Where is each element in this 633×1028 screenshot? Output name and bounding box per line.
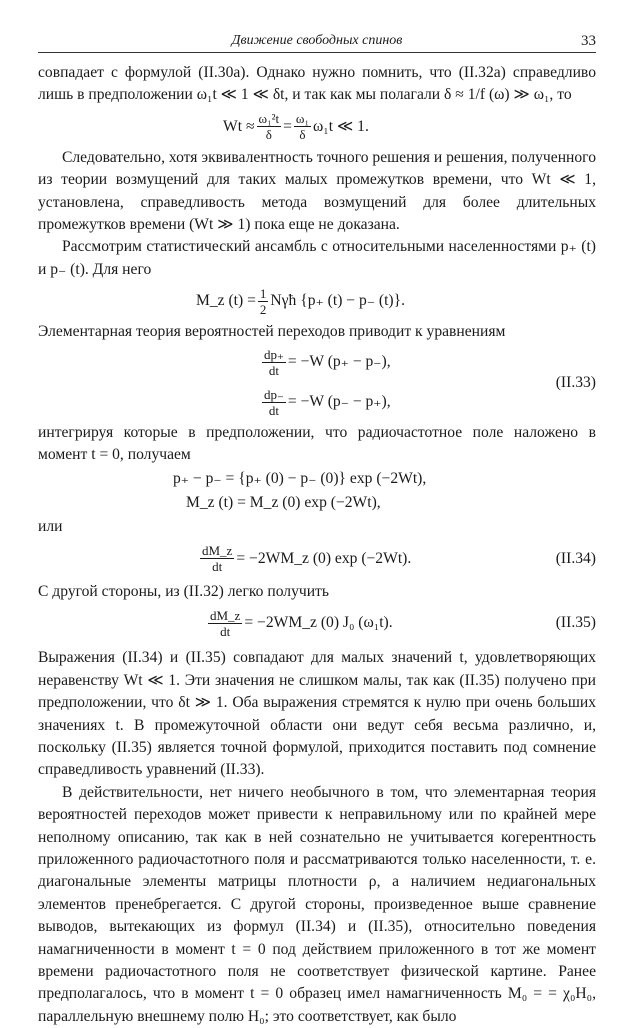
equation-ii-34	[38, 539, 596, 579]
page-number: 33	[581, 33, 596, 49]
paragraph-1: совпадает с формулой (II.30a). Однако нужно помнить, что (II.32a) справедливо лишь в предположении ω₁t ≪ 1 ≪ δt, и так как мы полагали δ ≈ 1/f (ω) ≫ ω₁, то	[38, 64, 596, 104]
page-header	[38, 30, 596, 53]
eq2-f-den: 2	[259, 301, 267, 317]
equation-number-ii-35: (II.35)	[555, 614, 596, 632]
eq3a-rhs: = −W (p₊ − p₋),	[287, 353, 391, 371]
eq1-mid: =	[283, 117, 292, 135]
eq1-f1-den: δ	[265, 127, 272, 143]
eq2-f-num: 1	[259, 285, 267, 301]
eq6-rhs: = −2WM_z (0) J₀ (ω₁t).	[244, 614, 393, 632]
eq4b: M_z (t) = M_z (0) exp (−2Wt),	[186, 494, 381, 512]
eq1-f2-den: δ	[299, 127, 306, 143]
eq2-rhs: Nγħ {p₊ (t) − p₋ (t)}.	[270, 292, 406, 310]
equation-solution	[38, 468, 596, 516]
equation-ii-35	[38, 603, 596, 643]
eq1-f2-num: ω₁	[295, 111, 310, 127]
eq1-rhs: ω₁t ≪ 1.	[313, 117, 369, 135]
running-title: Движение свободных спинов	[231, 33, 403, 48]
paragraph-6: или	[38, 518, 63, 536]
eq3b-fraction	[262, 387, 286, 418]
equation-number-ii-33: (II.33)	[555, 373, 596, 391]
eq4a: p₊ − p₋ = {p₊ (0) − p₋ (0)} exp (−2Wt),	[173, 470, 427, 488]
eq5-fraction	[200, 543, 234, 574]
paragraph-3: Рассмотрим статистический ансамбль с относительными населенностями p₊ (t) и p₋ (t). Для него	[38, 238, 596, 278]
equation-number-ii-34: (II.34)	[555, 549, 596, 567]
equation-wt-estimate	[38, 107, 596, 147]
eq3a-f-num: dp₊	[264, 347, 284, 363]
paragraph-7: С другой стороны, из (II.32) легко получить	[38, 582, 329, 600]
page-body	[38, 62, 596, 1028]
eq3b-rhs: = −W (p₋ − p₊),	[287, 393, 391, 411]
eq2-fraction	[258, 286, 269, 317]
eq1-f1-num: ω₁²t	[258, 111, 280, 127]
paragraph-5: интегрируя которые в предположении, что радиочастотное поле наложено в момент t = 0, получаем	[38, 423, 596, 464]
eq6-fraction	[208, 608, 242, 639]
eq5-rhs: = −2WM_z (0) exp (−2Wt).	[236, 549, 412, 567]
eq1-fraction-1	[257, 111, 282, 142]
book-page	[38, 0, 596, 1025]
eq6-f-den: dt	[220, 623, 231, 639]
eq5-f-num: dM_z	[202, 543, 233, 559]
eq1-fraction-2	[294, 111, 311, 142]
equation-mz-population	[38, 281, 596, 321]
equation-system-ii-33	[38, 344, 596, 422]
paragraph-2: Следовательно, хотя эквивалентность точного решения и решения, полученного из теории возмущений для таких малых промежутков времени, что Wt ≪ 1, установлена, справедливость метода возмущений для более длительных промежутков времени (Wt ≫ 1) пока еще не доказана.	[38, 148, 596, 234]
eq3a-f-den: dt	[268, 363, 279, 379]
paragraph-4: Элементарная теория вероятностей переходов приводит к уравнениям	[38, 323, 506, 341]
paragraph-9: В действительности, нет ничего необычного в том, что элементарная теория вероятностей переходов может привести к неправильному или по крайней мере неполному описанию, так как в ней сознательно не учитывается когерентность приложенного радиочастотного поля и рассматриваются только населенности, т. е. диагональные элементы матрицы плотности ρ, а наличием недиагональных элементов пренебрегается. С другой стороны, произведенное выше сравнение выводов, вытекающих из формул (II.34) и (II.35), относительно поведения намагниченности в момент t = 0 под действием приложенного в тот же момент времени радиочастотного поля не соответствует физической картине. Ранее предполагалось, что в момент t = 0 образец имел намагниченность M₀ = = χ₀H₀, параллельную внешнему полю H₀; это соответствует, как было	[38, 783, 596, 1025]
eq1-lhs: Wt ≈	[223, 117, 255, 135]
paragraph-8: Выражения (II.34) и (II.35) совпадают для малых значений t, удовлетворяющих неравенству Wt ≪ 1. Эти значения не слишком малы, так как (II.35) получено при предположении, что δt ≫ 1. Оба выражения стремятся к нулю при очень больших значениях t. В промежуточной области они ведут себя весьма различно, и, поскольку (II.35) является точной формулой, приходится поставить под сомнение справедливость уравнений (II.33).	[38, 649, 596, 779]
eq6-f-num: dM_z	[210, 607, 241, 623]
eq3a-fraction	[262, 347, 286, 378]
eq5-f-den: dt	[212, 559, 223, 575]
eq3b-f-num: dp₋	[264, 387, 284, 403]
eq2-lhs: M_z (t) =	[196, 292, 256, 310]
eq3b-f-den: dt	[268, 403, 279, 419]
